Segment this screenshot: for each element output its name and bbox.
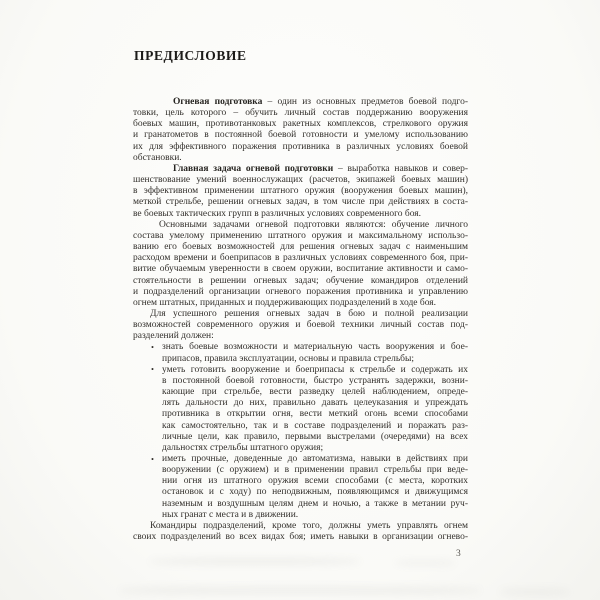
text-line: остановок и с ходу) по неподвижным, появляющимся и движущимся: [162, 487, 468, 498]
text-line: Основными задачами огневой подготовки являются: обучение личного: [159, 219, 468, 230]
bullet-marker-icon: •: [151, 453, 154, 464]
text-line: • уметь готовить вооружение и боеприпасы к стрельбе и содержать их: [151, 364, 468, 375]
text-line: Огневая подготовка – один из основных предметов боевой подго-: [173, 97, 468, 107]
text-line: как самостоятельно, так и в составе подразделений и поражать раз-: [162, 420, 468, 431]
text-line: • знать боевые возможности и материальную часть вооружения и бое-: [151, 341, 468, 353]
text-line: их для эффективного поражения противника в различных условиях боевой: [133, 141, 468, 152]
text-line: кающие при стрельбе, вести разведку целей наблюдением, опреде-: [162, 387, 468, 398]
text-line: товки, цель которого – обучить личный состав поддержанию вооружения: [133, 108, 468, 119]
text-line: и подразделений организации огневого поражения противника и управлению: [133, 286, 468, 297]
text-line: обстановки.: [133, 152, 182, 163]
bullet-marker-icon: •: [151, 341, 154, 352]
text-line: вооружении (с оружием) и в применении правил стрельбы при веде-: [162, 465, 468, 476]
text-line: расходом времени и боеприпасов в различных условиях современного боя, при-: [133, 253, 468, 264]
text-line: • иметь прочные, доведенные до автоматизма, навыки в действиях при: [151, 453, 468, 464]
text-line: дальностях стрельбы штатного оружия;: [162, 442, 324, 453]
paragraph: [133, 164, 468, 220]
body-text: [133, 97, 468, 543]
text-line: лять дальности до них, правильно давать целеуказания и упреждать: [162, 398, 468, 409]
bullet-item: [133, 454, 468, 521]
paragraph: [133, 97, 468, 164]
text-line: личные цели, как правило, первыми выстрелами (очередями) на всех: [162, 431, 468, 442]
text-line: разделений должен:: [133, 331, 214, 342]
bold-lead: Главная задача огневой подготовки: [173, 163, 334, 174]
text-line: и гранатометов в постоянной боевой готовности и умелому использованию: [133, 130, 468, 141]
text-line: огнем штатных, приданных и поддерживающих подразделений в ходе боя.: [133, 297, 437, 308]
text-line: шенствование умений военнослужащих (расчетов, экипажей боевых машин): [133, 175, 468, 186]
text-line: в эффективном применении штатного оружия (вооружения боевых машин),: [133, 186, 468, 197]
scan-artifact: [395, 560, 455, 566]
section-title: ПРЕДИСЛОВИЕ: [134, 48, 247, 63]
bold-lead: Огневая подготовка: [173, 97, 263, 107]
text-line: ванию его боевых возможностей для решения огневых задач с наименьшим: [133, 242, 468, 253]
text-line: своих подразделений во всех видах боя; иметь навыки в организации огнево-: [133, 532, 468, 543]
scan-artifact: [500, 588, 570, 596]
text-line: Для успешного решения огневых задач в бою и полной реализации: [150, 308, 468, 319]
scan-artifact: [120, 586, 480, 595]
text-line: в постоянной боевой готовности, быстро устранять задержки, возни-: [162, 375, 468, 386]
page-number: 3: [456, 549, 461, 559]
text-line: витие обучаемым уверенности в своем оружии, воспитание активности и само-: [133, 264, 468, 275]
text-line: припасов, правила эксплуатации, основы и правила стрельбы;: [162, 353, 415, 364]
text-line: стоятельности в решении огневых задач; обучение командиров отделений: [133, 275, 468, 286]
text-line: ных гранат с места и в движении.: [162, 509, 299, 520]
text-line: Командиры подразделений, кроме того, должны уметь управлять огнем: [150, 520, 468, 531]
text-line: боевых машин, противотанковых ракетных комплексов, стрелкового оружия: [133, 119, 468, 130]
bullet-item: [133, 342, 468, 364]
bullet-item: [133, 365, 468, 454]
scan-artifact: [150, 558, 360, 565]
paragraph: [133, 521, 468, 543]
text-line: ве боевых тактических групп в различных условиях современного боя.: [133, 208, 422, 219]
text-line: меткой стрельбе, решении огневых задач, в том числе при действиях в соста-: [133, 197, 468, 208]
text-line: нии огня из штатного оружия всеми способами (с места, коротких: [162, 476, 468, 487]
paragraph: [133, 309, 468, 342]
text-line: наземным и воздушным целям днем и ночью, а также в метании руч-: [162, 498, 468, 509]
paragraph: [133, 220, 468, 309]
text-line: состава умелому применению штатного оружия и максимальному использо-: [133, 230, 468, 241]
text-line: Главная задача огневой подготовки – выработка навыков и совер-: [173, 163, 469, 174]
text-line: противника в открытии огня, вести меткий огонь всеми способами: [162, 409, 468, 420]
bullet-marker-icon: •: [151, 364, 154, 375]
text-line: возможностей современного оружия и боевой техники личный состав под-: [133, 320, 468, 331]
